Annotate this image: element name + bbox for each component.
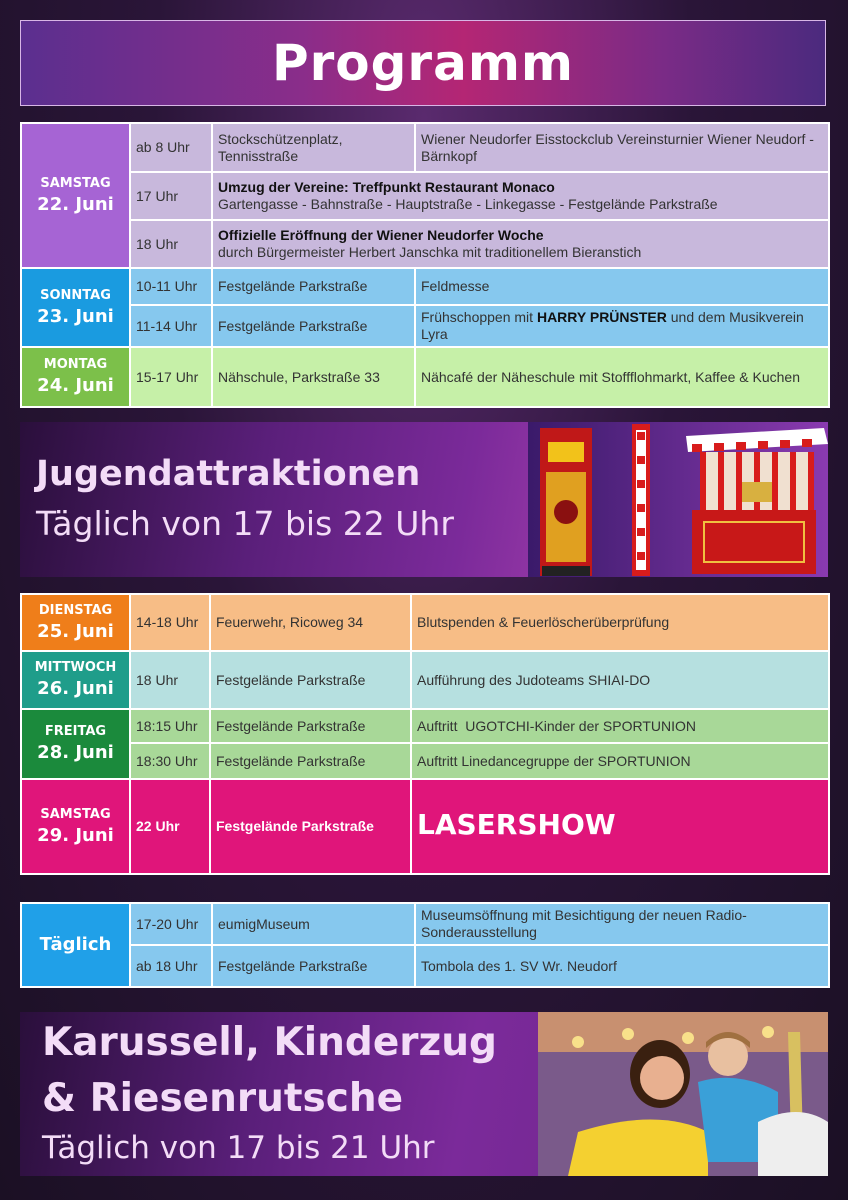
table-row [21,220,829,268]
weekday-label: SONNTAG [40,287,111,303]
place-cell: Festgelände Parkstraße [210,743,411,779]
time-cell: 15-17 Uhr [130,347,212,407]
day-cell-taeglich [21,903,130,987]
event-cell: Feldmesse [415,268,829,305]
event-cell [212,172,829,220]
boxing-machine-icon [540,428,592,576]
event-cell: Auftritt Linedancegruppe der SPORTUNION [411,743,829,779]
day-cell-mittwoch [21,651,130,709]
place-cell: eumigMuseum [212,903,415,945]
event-title: Offizielle Eröffnung der Wiener Neudorfer Woche [218,227,544,243]
page-title: Programm [271,34,575,92]
time-cell: ab 18 Uhr [130,945,212,987]
time-cell: 17 Uhr [130,172,212,220]
time-cell: 11-14 Uhr [130,305,212,347]
place-cell: Stockschützenplatz, Tennisstraße [212,123,415,172]
table-row [21,305,829,347]
table-row [21,268,829,305]
day-cell-dienstag [21,594,130,651]
event-cell: Museumsöffnung mit Besichtigung der neuen Radio-Sonderausstellung [415,903,829,945]
schedule-table-daily [20,902,830,988]
date-label: 25. Juni [37,620,114,642]
place-cell: Festgelände Parkstraße [212,268,415,305]
event-cell [411,779,829,874]
table-row [21,945,829,987]
event-cell: Aufführung des Judoteams SHIAI-DO [411,651,829,709]
promo-subline: Täglich von 17 bis 21 Uhr [42,1130,435,1166]
weekday-label: SAMSTAG [40,806,111,822]
time-cell: 18:15 Uhr [130,709,210,743]
table-row [21,779,829,874]
promo-banner-karussell [20,1012,828,1176]
time-cell: 10-11 Uhr [130,268,212,305]
place-cell: Festgelände Parkstraße [212,305,415,347]
event-detail: durch Bürgermeister Herbert Janschka mit traditionellem Bieranstich [218,244,642,260]
weekday-label: MONTAG [43,357,108,372]
program-title-banner [20,20,826,106]
carousel-children-photo [538,1012,828,1176]
event-title: Umzug der Vereine: Treffpunkt Restaurant Monaco [218,179,555,195]
performer-name: HARRY PRÜNSTER [536,309,667,325]
time-cell: ab 8 Uhr [130,123,212,172]
day-cell-freitag [21,709,130,779]
daily-label: Täglich [39,934,112,955]
event-cell: Tombola des 1. SV Wr. Neudorf [415,945,829,987]
place-cell: Festgelände Parkstraße [210,709,411,743]
event-text: Frühschoppen mit [421,309,537,325]
lasershow-label: LASERSHOW [417,807,616,841]
promo-headline-line1: Karussell, Kinderzug [42,1020,497,1065]
date-label: 22. Juni [37,193,114,215]
schedule-table-week1 [20,122,830,408]
event-cell: Nähcafé der Näheschule mit Stoffflohmarkt, Kaffee & Kuchen [415,347,829,407]
promo-headline-line2: & Riesenrutsche [42,1076,404,1121]
table-row [21,709,829,743]
event-cell: Wiener Neudorfer Eisstockclub Vereinsturnier Wiener Neudorf - Bärnkopf [415,123,829,172]
date-label: 24. Juni [37,375,114,396]
date-label: 23. Juni [37,305,114,327]
table-row [21,743,829,779]
schedule-table-week2 [20,593,830,875]
event-text: und dem Musikverein Lyra [421,309,804,342]
time-cell: 14-18 Uhr [130,594,210,651]
promo-headline: Jugendattraktionen [36,454,421,494]
event-cell [415,305,829,347]
table-row [21,903,829,945]
day-cell-samstag [21,123,130,268]
place-cell: Feuerwehr, Ricoweg 34 [210,594,411,651]
place-cell: Festgelände Parkstraße [210,651,411,709]
promo-subline: Täglich von 17 bis 22 Uhr [36,504,454,543]
place-cell: Festgelände Parkstraße [212,945,415,987]
event-cell [212,220,829,268]
event-cell: Blutspenden & Feuerlöscherüberprüfung [411,594,829,651]
promo-banner-jugendattraktionen [20,422,828,577]
event-detail: Gartengasse - Bahnstraße - Hauptstraße - Linkegasse - Festgelände Parkstraße [218,196,718,212]
date-label: 29. Juni [37,824,114,846]
table-row [21,172,829,220]
time-cell: 18:30 Uhr [130,743,210,779]
day-cell-sonntag [21,268,130,347]
date-label: 28. Juni [37,742,114,763]
table-row [21,594,829,651]
table-row [21,123,829,172]
table-row [21,651,829,709]
time-cell: 17-20 Uhr [130,903,212,945]
weekday-label: MITTWOCH [34,660,117,675]
table-row [21,347,829,407]
place-cell: Nähschule, Parkstraße 33 [212,347,415,407]
event-cell: Auftritt UGOTCHI-Kinder der SPORTUNION [411,709,829,743]
fair-attractions-illustration [528,422,828,577]
place-cell: Festgelände Parkstraße [210,779,411,874]
day-cell-montag [21,347,130,407]
date-label: 26. Juni [37,678,114,699]
weekday-label: SAMSTAG [40,175,111,191]
time-cell: 22 Uhr [130,779,210,874]
weekday-label: DIENSTAG [38,602,113,618]
time-cell: 18 Uhr [130,220,212,268]
time-cell: 18 Uhr [130,651,210,709]
weekday-label: FREITAG [44,724,107,739]
strength-tester-icon [632,424,650,576]
day-cell-samstag-29 [21,779,130,874]
